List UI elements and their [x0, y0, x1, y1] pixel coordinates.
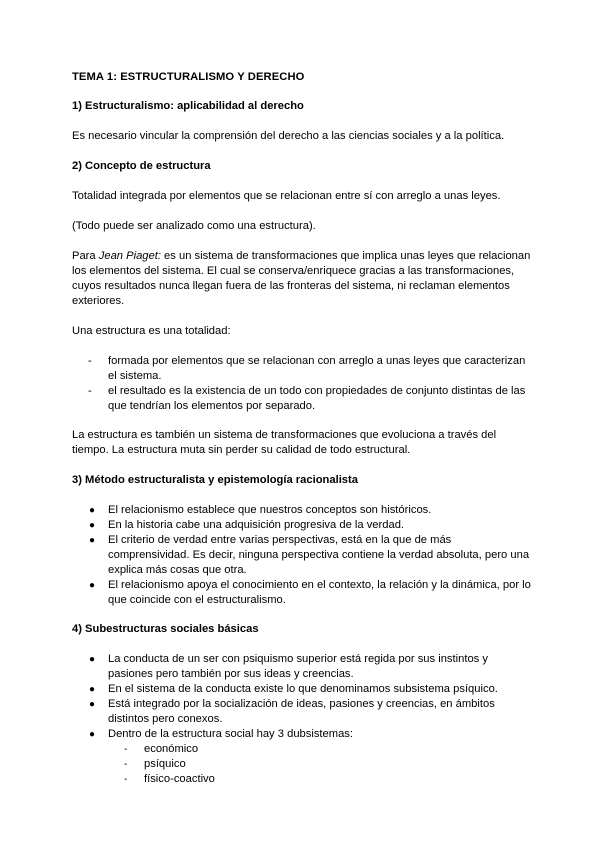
section-3-heading: 3) Método estructuralista y epistemología racionalista: [72, 474, 358, 486]
list-item-text: Dentro de la estructura social hay 3 dubsistemas:: [108, 728, 354, 740]
bullet-marker: ●: [89, 684, 96, 695]
structure-dash-list: [72, 354, 532, 414]
section-2-paragraph-1: Totalidad integrada por elementos que se relacionan entre sí con arreglo a unas leyes.: [72, 190, 501, 202]
bullet-marker: ●: [89, 580, 96, 591]
list-item-text: En el sistema de la conducta existe lo que denominamos subsistema psíquico.: [108, 683, 498, 695]
document-page: [72, 70, 532, 801]
bullet-marker: ●: [89, 520, 96, 531]
list-item: [89, 697, 532, 727]
list-item: [89, 533, 532, 578]
dash-marker: -: [88, 355, 92, 367]
list-item: [89, 503, 532, 518]
dash-marker: -: [124, 774, 128, 785]
list-item-text: el resultado es la existencia de un todo con propiedades de conjunto distintas de las que tendrían los elementos por separado.: [108, 385, 526, 412]
section-1-heading: 1) Estructuralismo: aplicabilidad al derecho: [72, 100, 304, 112]
bullet-marker: ●: [89, 699, 96, 710]
section-4-heading: 4) Subestructuras sociales básicas: [72, 623, 259, 635]
subsystems-sub-list: [108, 742, 532, 787]
section-2-paragraph-2: (Todo puede ser analizado como una estructura).: [72, 220, 316, 232]
sub-list-item: [124, 757, 532, 772]
section-4-bullet-list: [72, 652, 532, 787]
dash-marker: -: [124, 744, 128, 755]
list-item: [89, 727, 532, 787]
document-title: TEMA 1: ESTRUCTURALISMO Y DERECHO: [72, 71, 305, 83]
section-2-paragraph-4: Una estructura es una totalidad:: [72, 325, 231, 337]
section-2-paragraph-piaget: [72, 249, 532, 309]
bullet-marker: ●: [89, 729, 96, 740]
piaget-definition: es un sistema de transformaciones que implica unas leyes que relacionan los elementos del sistema. El cual se conserva/enriquece gracias a las transformaciones, cuyos resultados nunca llegan fuera de las fronteras del sistema, ni reclaman elementos exteriores.: [72, 250, 531, 307]
sub-list-item-text: psíquico: [144, 758, 186, 770]
piaget-prefix: Para: [72, 250, 99, 262]
list-item-text: El relacionismo apoya el conocimiento en el contexto, la relación y la dinámica, por lo que coincide con el estructuralismo.: [108, 579, 531, 606]
list-item-text: En la historia cabe una adquisición progresiva de la verdad.: [108, 519, 405, 531]
dash-marker: -: [124, 759, 128, 770]
list-item-text: formada por elementos que se relacionan con arreglo a unas leyes que caracterizan el sistema.: [108, 355, 526, 382]
sub-list-item-text: físico-coactivo: [144, 773, 215, 785]
list-item: [89, 682, 532, 697]
sub-list-item: [124, 742, 532, 757]
section-2-heading: 2) Concepto de estructura: [72, 160, 211, 172]
section-1-paragraph: Es necesario vincular la comprensión del derecho a las ciencias sociales y a la política.: [72, 130, 505, 142]
list-item-text: El criterio de verdad entre varias perspectivas, está en la que de más comprensividad. Es decir, ninguna perspectiva contiene la verdad absoluta, pero una explica más cosas que otra.: [108, 534, 530, 576]
section-2-paragraph-5: La estructura es también un sistema de transformaciones que evoluciona a través del tiempo. La estructura muta sin perder su calidad de todo estructural.: [72, 429, 497, 456]
list-item-text: La conducta de un ser con psiquismo superior está regida por sus instintos y pasiones pero también por sus ideas y creencias.: [108, 653, 488, 680]
list-item: [89, 652, 532, 682]
section-3-bullet-list: [72, 503, 532, 608]
bullet-marker: ●: [89, 535, 96, 546]
bullet-marker: ●: [89, 654, 96, 665]
list-item: [88, 354, 532, 384]
piaget-name: Jean Piaget:: [98, 250, 161, 262]
list-item: [89, 518, 532, 533]
dash-marker: -: [88, 385, 92, 397]
sub-list-item-text: económico: [144, 743, 199, 755]
list-item-text: El relacionismo establece que nuestros conceptos son históricos.: [108, 504, 432, 516]
list-item: [88, 384, 532, 414]
list-item: [89, 578, 532, 608]
list-item-text: Está integrado por la socialización de ideas, pasiones y creencias, en ámbitos distintos pero conexos.: [108, 698, 495, 725]
bullet-marker: ●: [89, 505, 96, 516]
sub-list-item: [124, 772, 532, 787]
